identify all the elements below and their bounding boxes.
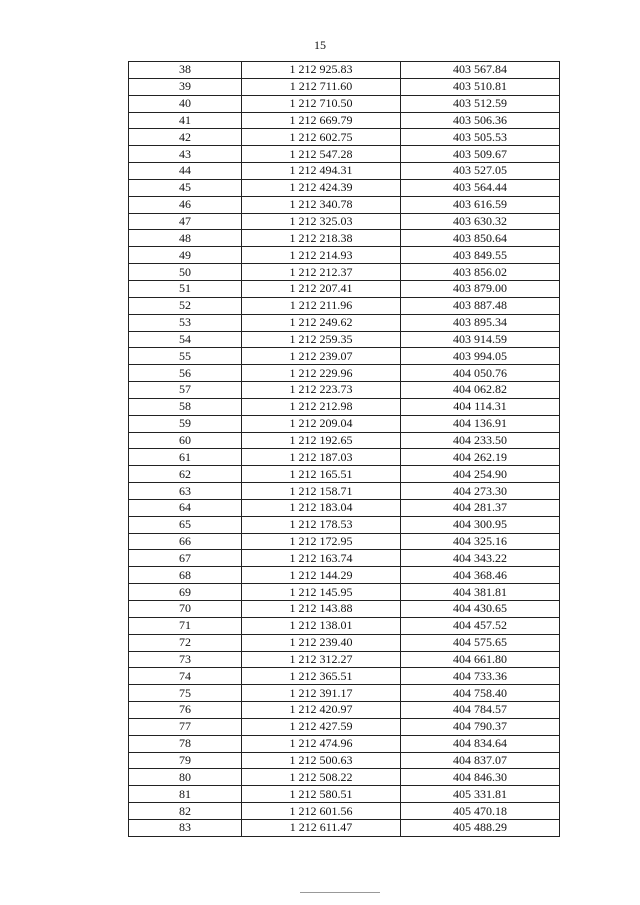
- page-number: 15: [314, 38, 326, 52]
- x-coordinate-cell: 1 212 669.79: [242, 112, 401, 129]
- table-row: [129, 297, 560, 314]
- table-row: [129, 398, 560, 415]
- table-row: [129, 803, 560, 820]
- table-row: [129, 685, 560, 702]
- table-row: [129, 735, 560, 752]
- point-number-cell: 76: [129, 702, 242, 719]
- y-coordinate-cell: 405 488.29: [401, 819, 560, 836]
- y-coordinate-cell: 404 325.16: [401, 533, 560, 550]
- x-coordinate-cell: 1 212 340.78: [242, 196, 401, 213]
- y-coordinate-cell: 404 062.82: [401, 382, 560, 399]
- x-coordinate-cell: 1 212 925.83: [242, 62, 401, 79]
- x-coordinate-cell: 1 212 218.38: [242, 230, 401, 247]
- point-number-cell: 82: [129, 803, 242, 820]
- point-number-cell: 54: [129, 331, 242, 348]
- point-number-cell: 63: [129, 483, 242, 500]
- y-coordinate-cell: 403 506.36: [401, 112, 560, 129]
- point-number-cell: 67: [129, 550, 242, 567]
- y-coordinate-cell: 403 567.84: [401, 62, 560, 79]
- x-coordinate-cell: 1 212 424.39: [242, 179, 401, 196]
- point-number-cell: 60: [129, 432, 242, 449]
- y-coordinate-cell: 403 850.64: [401, 230, 560, 247]
- y-coordinate-cell: 404 281.37: [401, 499, 560, 516]
- table-row: [129, 264, 560, 281]
- coordinates-table: [128, 61, 560, 837]
- table-row: [129, 365, 560, 382]
- point-number-cell: 51: [129, 280, 242, 297]
- x-coordinate-cell: 1 212 508.22: [242, 769, 401, 786]
- point-number-cell: 44: [129, 163, 242, 180]
- x-coordinate-cell: 1 212 145.95: [242, 584, 401, 601]
- y-coordinate-cell: 403 630.32: [401, 213, 560, 230]
- point-number-cell: 45: [129, 179, 242, 196]
- table-row: [129, 516, 560, 533]
- table-row: [129, 449, 560, 466]
- point-number-cell: 77: [129, 718, 242, 735]
- x-coordinate-cell: 1 212 229.96: [242, 365, 401, 382]
- table-row: [129, 112, 560, 129]
- y-coordinate-cell: 404 273.30: [401, 483, 560, 500]
- point-number-cell: 49: [129, 247, 242, 264]
- table-row: [129, 786, 560, 803]
- x-coordinate-cell: 1 212 602.75: [242, 129, 401, 146]
- y-coordinate-cell: 404 846.30: [401, 769, 560, 786]
- table-row: [129, 634, 560, 651]
- y-coordinate-cell: 405 331.81: [401, 786, 560, 803]
- y-coordinate-cell: 404 834.64: [401, 735, 560, 752]
- y-coordinate-cell: 404 457.52: [401, 617, 560, 634]
- x-coordinate-cell: 1 212 239.40: [242, 634, 401, 651]
- point-number-cell: 74: [129, 668, 242, 685]
- x-coordinate-cell: 1 212 325.03: [242, 213, 401, 230]
- y-coordinate-cell: 404 136.91: [401, 415, 560, 432]
- y-coordinate-cell: 403 856.02: [401, 264, 560, 281]
- table-row: [129, 95, 560, 112]
- x-coordinate-cell: 1 212 143.88: [242, 601, 401, 618]
- x-coordinate-cell: 1 212 187.03: [242, 449, 401, 466]
- x-coordinate-cell: 1 212 259.35: [242, 331, 401, 348]
- point-number-cell: 56: [129, 365, 242, 382]
- y-coordinate-cell: 403 887.48: [401, 297, 560, 314]
- table-row: [129, 466, 560, 483]
- point-number-cell: 79: [129, 752, 242, 769]
- point-number-cell: 78: [129, 735, 242, 752]
- y-coordinate-cell: 404 233.50: [401, 432, 560, 449]
- point-number-cell: 61: [129, 449, 242, 466]
- x-coordinate-cell: 1 212 144.29: [242, 567, 401, 584]
- x-coordinate-cell: 1 212 211.96: [242, 297, 401, 314]
- point-number-cell: 57: [129, 382, 242, 399]
- x-coordinate-cell: 1 212 547.28: [242, 146, 401, 163]
- table-row: [129, 617, 560, 634]
- point-number-cell: 68: [129, 567, 242, 584]
- point-number-cell: 73: [129, 651, 242, 668]
- point-number-cell: 48: [129, 230, 242, 247]
- y-coordinate-cell: 404 381.81: [401, 584, 560, 601]
- point-number-cell: 38: [129, 62, 242, 79]
- table-row: [129, 769, 560, 786]
- x-coordinate-cell: 1 212 223.73: [242, 382, 401, 399]
- y-coordinate-cell: 405 470.18: [401, 803, 560, 820]
- point-number-cell: 66: [129, 533, 242, 550]
- x-coordinate-cell: 1 212 494.31: [242, 163, 401, 180]
- table-row: [129, 752, 560, 769]
- footer-rule: [300, 892, 380, 893]
- point-number-cell: 64: [129, 499, 242, 516]
- y-coordinate-cell: 404 784.57: [401, 702, 560, 719]
- table-row: [129, 196, 560, 213]
- table-row: [129, 348, 560, 365]
- point-number-cell: 39: [129, 78, 242, 95]
- x-coordinate-cell: 1 212 500.63: [242, 752, 401, 769]
- table-row: [129, 668, 560, 685]
- table-row: [129, 78, 560, 95]
- table-row: [129, 432, 560, 449]
- table-row: [129, 247, 560, 264]
- x-coordinate-cell: 1 212 209.04: [242, 415, 401, 432]
- table-row: [129, 314, 560, 331]
- point-number-cell: 83: [129, 819, 242, 836]
- point-number-cell: 62: [129, 466, 242, 483]
- y-coordinate-cell: 404 790.37: [401, 718, 560, 735]
- x-coordinate-cell: 1 212 580.51: [242, 786, 401, 803]
- x-coordinate-cell: 1 212 365.51: [242, 668, 401, 685]
- y-coordinate-cell: 403 509.67: [401, 146, 560, 163]
- x-coordinate-cell: 1 212 611.47: [242, 819, 401, 836]
- table-row: [129, 483, 560, 500]
- x-coordinate-cell: 1 212 711.60: [242, 78, 401, 95]
- point-number-cell: 40: [129, 95, 242, 112]
- x-coordinate-cell: 1 212 172.95: [242, 533, 401, 550]
- table-row: [129, 819, 560, 836]
- y-coordinate-cell: 403 616.59: [401, 196, 560, 213]
- y-coordinate-cell: 403 512.59: [401, 95, 560, 112]
- y-coordinate-cell: 403 849.55: [401, 247, 560, 264]
- table-row: [129, 499, 560, 516]
- y-coordinate-cell: 403 527.05: [401, 163, 560, 180]
- table-row: [129, 533, 560, 550]
- table-row: [129, 651, 560, 668]
- point-number-cell: 65: [129, 516, 242, 533]
- point-number-cell: 75: [129, 685, 242, 702]
- point-number-cell: 71: [129, 617, 242, 634]
- x-coordinate-cell: 1 212 212.98: [242, 398, 401, 415]
- x-coordinate-cell: 1 212 249.62: [242, 314, 401, 331]
- table-row: [129, 702, 560, 719]
- x-coordinate-cell: 1 212 178.53: [242, 516, 401, 533]
- x-coordinate-cell: 1 212 420.97: [242, 702, 401, 719]
- point-number-cell: 59: [129, 415, 242, 432]
- point-number-cell: 43: [129, 146, 242, 163]
- point-number-cell: 47: [129, 213, 242, 230]
- point-number-cell: 72: [129, 634, 242, 651]
- table-row: [129, 382, 560, 399]
- point-number-cell: 81: [129, 786, 242, 803]
- x-coordinate-cell: 1 212 474.96: [242, 735, 401, 752]
- x-coordinate-cell: 1 212 312.27: [242, 651, 401, 668]
- table-row: [129, 584, 560, 601]
- point-number-cell: 50: [129, 264, 242, 281]
- point-number-cell: 53: [129, 314, 242, 331]
- y-coordinate-cell: 403 879.00: [401, 280, 560, 297]
- y-coordinate-cell: 404 733.36: [401, 668, 560, 685]
- x-coordinate-cell: 1 212 427.59: [242, 718, 401, 735]
- table-row: [129, 718, 560, 735]
- y-coordinate-cell: 404 661.80: [401, 651, 560, 668]
- point-number-cell: 42: [129, 129, 242, 146]
- point-number-cell: 58: [129, 398, 242, 415]
- x-coordinate-cell: 1 212 601.56: [242, 803, 401, 820]
- coordinates-table-body: [129, 62, 560, 837]
- point-number-cell: 70: [129, 601, 242, 618]
- x-coordinate-cell: 1 212 710.50: [242, 95, 401, 112]
- y-coordinate-cell: 403 994.05: [401, 348, 560, 365]
- y-coordinate-cell: 403 510.81: [401, 78, 560, 95]
- y-coordinate-cell: 404 368.46: [401, 567, 560, 584]
- x-coordinate-cell: 1 212 138.01: [242, 617, 401, 634]
- table-row: [129, 163, 560, 180]
- point-number-cell: 41: [129, 112, 242, 129]
- y-coordinate-cell: 404 262.19: [401, 449, 560, 466]
- table-row: [129, 230, 560, 247]
- x-coordinate-cell: 1 212 214.93: [242, 247, 401, 264]
- table-row: [129, 550, 560, 567]
- y-coordinate-cell: 404 758.40: [401, 685, 560, 702]
- table-row: [129, 213, 560, 230]
- table-row: [129, 331, 560, 348]
- point-number-cell: 55: [129, 348, 242, 365]
- x-coordinate-cell: 1 212 239.07: [242, 348, 401, 365]
- y-coordinate-cell: 404 575.65: [401, 634, 560, 651]
- point-number-cell: 69: [129, 584, 242, 601]
- table-row: [129, 129, 560, 146]
- table-row: [129, 415, 560, 432]
- y-coordinate-cell: 403 895.34: [401, 314, 560, 331]
- x-coordinate-cell: 1 212 212.37: [242, 264, 401, 281]
- table-row: [129, 62, 560, 79]
- table-row: [129, 179, 560, 196]
- table-row: [129, 567, 560, 584]
- y-coordinate-cell: 404 050.76: [401, 365, 560, 382]
- y-coordinate-cell: 404 837.07: [401, 752, 560, 769]
- y-coordinate-cell: 404 343.22: [401, 550, 560, 567]
- table-row: [129, 280, 560, 297]
- y-coordinate-cell: 404 254.90: [401, 466, 560, 483]
- point-number-cell: 52: [129, 297, 242, 314]
- point-number-cell: 80: [129, 769, 242, 786]
- x-coordinate-cell: 1 212 391.17: [242, 685, 401, 702]
- y-coordinate-cell: 403 914.59: [401, 331, 560, 348]
- y-coordinate-cell: 404 430.65: [401, 601, 560, 618]
- x-coordinate-cell: 1 212 192.65: [242, 432, 401, 449]
- point-number-cell: 46: [129, 196, 242, 213]
- y-coordinate-cell: 403 564.44: [401, 179, 560, 196]
- y-coordinate-cell: 404 114.31: [401, 398, 560, 415]
- table-row: [129, 146, 560, 163]
- y-coordinate-cell: 404 300.95: [401, 516, 560, 533]
- x-coordinate-cell: 1 212 183.04: [242, 499, 401, 516]
- x-coordinate-cell: 1 212 165.51: [242, 466, 401, 483]
- x-coordinate-cell: 1 212 207.41: [242, 280, 401, 297]
- x-coordinate-cell: 1 212 163.74: [242, 550, 401, 567]
- x-coordinate-cell: 1 212 158.71: [242, 483, 401, 500]
- y-coordinate-cell: 403 505.53: [401, 129, 560, 146]
- table-row: [129, 601, 560, 618]
